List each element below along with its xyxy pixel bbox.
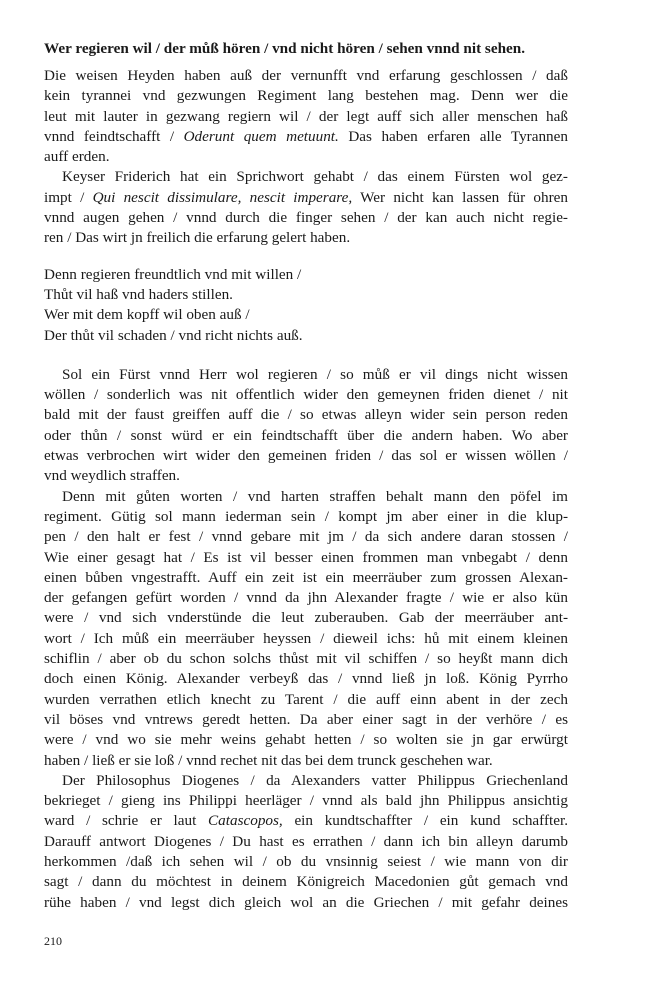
- text-line: ward / schrie er laut Catascopos, ein kundtschaffter / ein kund schaffter.: [44, 812, 568, 830]
- text-line: bekrieget / gieng ins Philippi heerläger / vnnd als bald jhn Philippus ansichtig: [44, 792, 568, 810]
- text-line: herkommen /daß ich sehen wil / ob du vnsinnig seiest / wie mann von dir: [44, 852, 568, 870]
- text-line: oder thůn / sonst würd er ein feindtschafft über die andern haben. Wo aber: [44, 426, 568, 444]
- text-line: leut mit lauter in gezwang regiern wil / der legt auff sich aller menschen haß: [44, 107, 568, 125]
- text-line: bald mit der faust greiffen auff die / so etwas alleyn wider sein person reden: [44, 406, 568, 424]
- text-line: sagt / dann du möchtest in deinem Königreich Macedonien gůt gemach vnd: [44, 873, 568, 891]
- text-line: rühe haben / vnd legst dich gleich wol an die Griechen / mit gefahr deines: [44, 893, 568, 911]
- paragraph-3: [44, 365, 568, 487]
- paragraph-2: [44, 167, 568, 248]
- text-line: doch einen König. Alexander verbeyß das / vnnd ließ jn loß. König Pyrrho: [44, 670, 568, 688]
- spacer: [44, 249, 568, 265]
- text-line: impt / Qui nescit dissimulare, nescit imperare, Wer nicht kan lassen für ohren: [44, 188, 569, 206]
- paragraph-1: [44, 66, 568, 167]
- text-line: Wie einer gesagt hat / Es ist vil besser einen frommen man vnbegabt / denn: [44, 548, 568, 566]
- page-body: [44, 38, 568, 913]
- text-line: wöllen / sonderlich was nit offentlich wider den gemeynen friden dienet / nit: [44, 386, 568, 404]
- page-number: 210: [44, 934, 62, 948]
- verse-line: Wer mit dem kopff wil oben auß /: [44, 306, 250, 324]
- text-line: haben / ließ er sie loß / vnnd rechet nit das bei dem trunck geschehen war.: [44, 751, 493, 769]
- text-line: auff erden.: [44, 148, 110, 166]
- verse-line: Der thůt vil schaden / vnd richt nichts auß.: [44, 326, 303, 344]
- text-line: wurden verrathen etlich knecht zu Tarent / die auff einn abent in der zech: [44, 690, 568, 708]
- text-line: Denn mit gůten worten / vnd harten straffen behalt mann den pöfel im: [62, 487, 568, 505]
- text-line: Keyser Friderich hat ein Sprichwort gehabt / das einem Fürsten wol gez-: [62, 168, 568, 186]
- text-line: Der Philosophus Diogenes / da Alexanders vatter Philippus Griechenland: [62, 771, 568, 789]
- text-line: pen / den halt er fest / vnnd gebare mit jm / da sich andere daran stossen /: [44, 528, 568, 546]
- spacer: [44, 346, 568, 365]
- text-line: vnnd augen gehen / vnnd durch die finger sehen / der kan auch nicht regie-: [44, 209, 568, 227]
- verse-block: [44, 265, 568, 346]
- text-line: Darauff antwort Diogenes / Du hast es errathen / dann ich bin alleyn darumb: [44, 832, 568, 850]
- text-line: Die weisen Heyden haben auß der vernunfft vnd erfarung geschlossen / daß: [44, 67, 568, 84]
- text-line: were / vnd sich vnderstünde die leut zuberauben. Gab der meerräuber ant-: [44, 609, 568, 627]
- section-heading: Wer regieren wil / der můß hören / vnd nicht hören / sehen vnnd nit sehen.: [44, 40, 525, 57]
- text-line: wort / Ich můß ein meerräuber heyssen / dieweil ichs: hů mit einem kleinen: [44, 629, 568, 647]
- text-line: etwas verbrochen wirt wider den gemeinen friden / das sol er wissen wöllen /: [44, 447, 568, 465]
- text-line: vil böses vnd vntrews geredt hetten. Da aber einer sagt in der verhöre / es: [44, 710, 568, 728]
- paragraph-4: [44, 487, 568, 771]
- paragraph-5: [44, 771, 568, 913]
- verse-line: Thůt vil haß vnd haders stillen.: [44, 285, 233, 303]
- greek-term: Catascopos,: [208, 812, 283, 830]
- text-line: vnd weydlich straffen.: [44, 467, 180, 485]
- text-line: ren / Das wirt jn freilich die erfarung gelert haben.: [44, 229, 351, 247]
- text-line: der gefangen gefürt worden / vnnd da jhn Alexander fragte / wie er also kün: [44, 589, 568, 607]
- latin-quote: Qui nescit dissimulare, nescit imperare,: [92, 188, 353, 206]
- text-line: schiflin / aber ob du schon solchs thůst mit vil schiffen / so heyßt mann dich: [44, 650, 568, 668]
- text-line: Sol ein Fürst vnnd Herr wol regieren / so můß er vil dings nicht wissen: [62, 365, 568, 383]
- text-line: were / vnd wo sie mehr weins gehabt hetten / so wolten sie jn gar erwürgt: [44, 731, 568, 749]
- text-line: einen bůben vngestrafft. Auff ein zeit ist ein meerräuber zum grossen Alexan-: [44, 568, 568, 586]
- text-line: regiment. Gütig sol mann iederman sein / kompt jm aber einer in die klup-: [44, 507, 568, 525]
- text-line: kein tyrannei vnd gezwungen Regiment lang bestehen mag. Denn wer die: [44, 87, 568, 105]
- verse-line: Denn regieren freundtlich vnd mit willen /: [44, 265, 302, 283]
- text-line: vnnd feindtschafft / Oderunt quem metuunt. Das haben erfaren alle Tyrannen: [44, 127, 568, 145]
- latin-quote: Oderunt quem metuunt.: [183, 127, 339, 145]
